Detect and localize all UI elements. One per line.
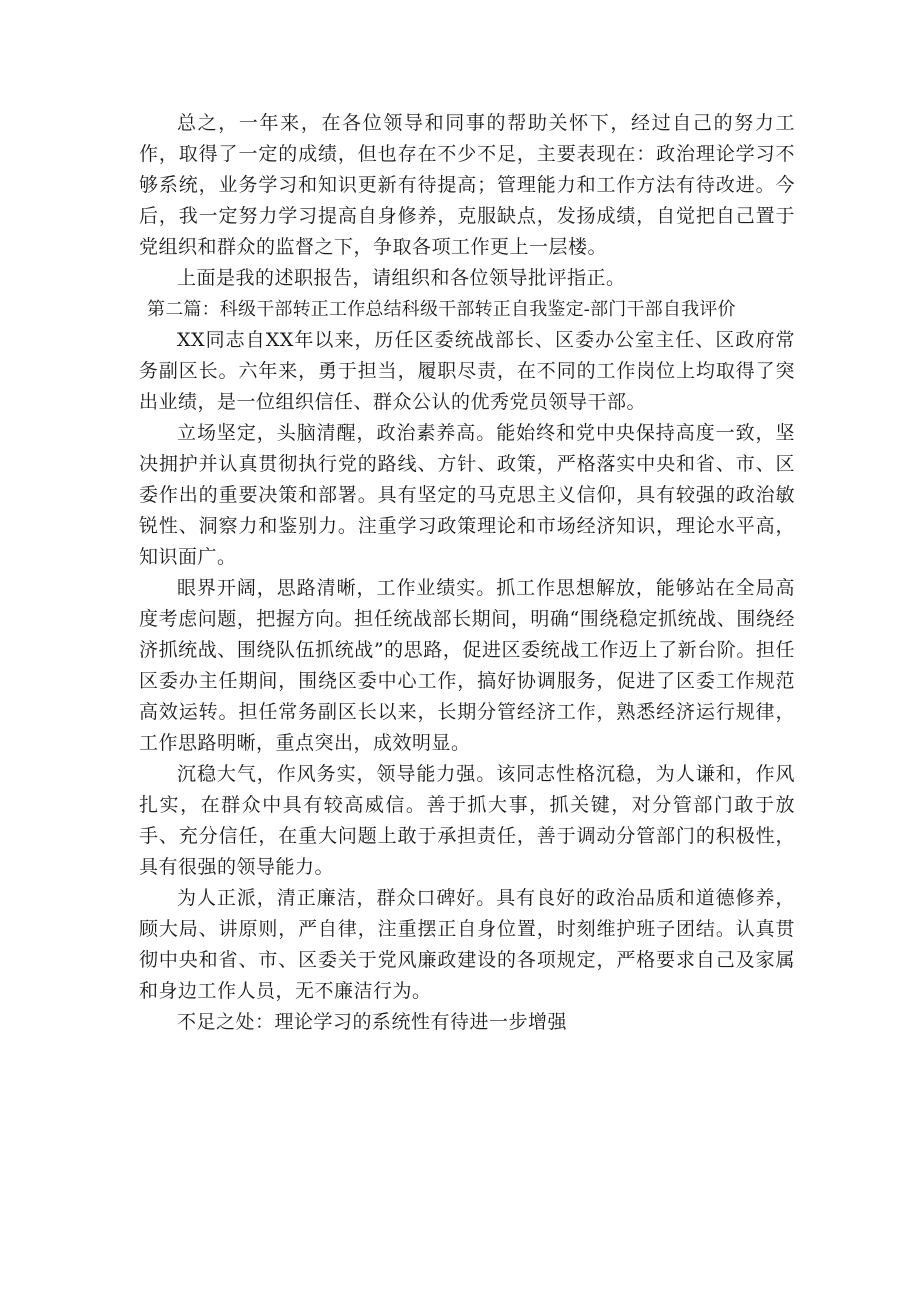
paragraph-integrity: 为人正派，清正廉洁，群众口碑好。具有良好的政治品质和道德修养，顾大局、讲原则，严自律，注重摆正自身位置，时刻维护班子团结。认真贯彻中央和省、市、区委关于党风廉政建设的各项规定，严格要求自己及家属和身边工作人员，无不廉洁行为。 <box>139 887 795 1002</box>
paragraph-summary: 总之，一年来，在各位领导和同事的帮助关怀下，经过自己的努力工作，取得了一定的成绩，但也存在不少不足，主要表现在：政治理论学习不够系统，业务学习和知识更新有待提高；管理能力和工作方法有待改进。今后，我一定努力学习提高自身修养，克服缺点，发扬成绩，自觉把自己置于党组织和群众的监督之下，争取各项工作更上一层楼。 <box>139 112 795 258</box>
document-body <box>139 108 795 1038</box>
paragraph-intro: XX同志自XX年以来，历任区委统战部长、区委办公室主任、区政府常务副区长。六年来，勇于担当，履职尽责，在不同的工作岗位上均取得了突出业绩，是一位组织信任、群众公认的优秀党员领导干部。 <box>139 329 795 413</box>
paragraph-leadership: 沉稳大气，作风务实，领导能力强。该同志性格沉稳，为人谦和，作风扎实，在群众中具有较高威信。善于抓大事，抓关键，对分管部门敢于放手、充分信任，在重大问题上敢于承担责任，善于调动分管部门的积极性，具有很强的领导能力。 <box>139 763 795 878</box>
section-heading: 第二篇：科级干部转正工作总结科级干部转正自我鉴定-部门干部自我评价 <box>147 299 736 320</box>
paragraph-shortcomings: 不足之处：理论学习的系统性有待进一步增强 <box>177 1011 568 1033</box>
paragraph-political-stance: 立场坚定，头脑清醒，政治素养高。能始终和党中央保持高度一致，坚决拥护并认真贯彻执行党的路线、方针、政策，严格落实中央和省、市、区委作出的重要决策和部署。具有坚定的马克思主义信仰，具有较强的政治敏锐性、洞察力和鉴别力。注重学习政策理论和市场经济知识，理论水平高，知识面广。 <box>139 422 795 568</box>
paragraph-vision: 眼界开阔，思路清晰，工作业绩实。抓工作思想解放，能够站在全局高度考虑问题，把握方向。担任统战部长期间，明确“围绕稳定抓统战、围绕经济抓统战、围绕队伍抓统战”的思路，促进区委统战工作迈上了新台阶。担任区委办主任期间，围绕区委中心工作，搞好协调服务，促进了区委工作规范高效运转。担任常务副区长以来，长期分管经济工作，熟悉经济运行规律，工作思路明晰，重点突出，成效明显。 <box>139 577 795 754</box>
paragraph-closing: 上面是我的述职报告，请组织和各位领导批评指正。 <box>177 267 626 289</box>
